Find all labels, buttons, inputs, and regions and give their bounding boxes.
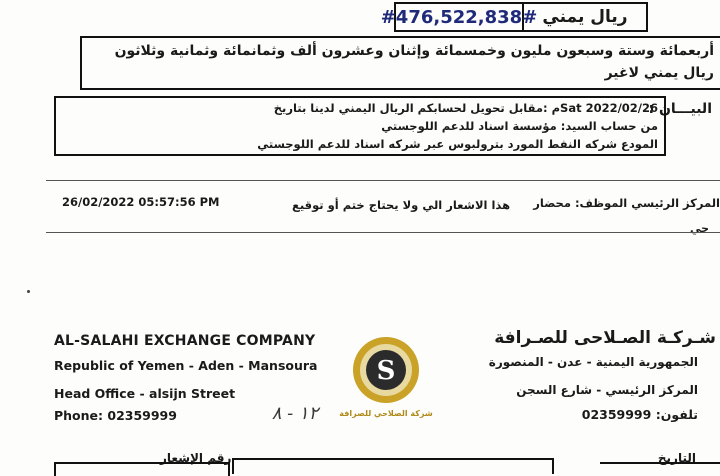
statement-box [54,96,666,156]
statement-line: Sat 2022/02/26م :مقابل تحويل لحسابكم الريال اليمني لدينا بتاريخ [273,101,658,115]
branch-employee: المركز الرئيسي الموظف: محضار [533,196,720,210]
logo-caption: شركة الصلاحي للصرافة [339,409,433,418]
head-office-en: Head Office - alsijn Street [54,386,236,401]
middle-field [232,458,554,474]
paper-mark [27,290,30,293]
head-office-ar: المركز الرئيسي - شارع السجن [516,383,698,397]
company-logo [339,334,433,422]
issue-datetime: 26/02/2022 05:57:56 PM [62,195,220,209]
divider [46,232,720,233]
handwritten-text: ١٢ - ٨ [271,403,319,424]
signature-notice: هذا الاشعار الي ولا يحتاج ختم أو توقيع [292,198,511,212]
statement-label: البيـــان : [648,101,712,117]
statement-line: من حساب السيد: مؤسسة اسناد للدعم اللوجستي [381,119,658,133]
divider [46,180,720,181]
company-name-ar: شـركـة الصـلاحى للصـرافة [494,328,716,348]
company-address-ar: الجمهورية اليمنية - عدن - المنصورة [488,355,698,369]
company-name-en: AL-SALAHI EXCHANGE COMPANY [54,333,316,349]
company-address-en: Republic of Yemen - Aden - Mansoura [54,358,318,373]
phone-en: Phone: 02359999 [54,408,177,423]
notice-number-field [54,462,230,476]
employee-name-continued: حي [690,222,710,235]
amount-box [380,2,648,32]
currency-label: ريال يمني [542,7,628,27]
handwritten-note [252,400,338,424]
amount-figure: #476,522,838# [396,4,524,30]
phone-ar: تلفون: 02359999 [581,407,698,422]
logo-letter: S [376,356,396,386]
date-label: التاريخ [657,451,696,465]
statement-line: المودع شركه النفط المورد بترولبوس عبر شركه اسناد للدعم اللوجستي [257,137,658,151]
notice-number-label: رقم الإشعار [160,451,232,465]
amount-in-words: أربعمائة وستة وسبعون مليون وخمسمائة وإثنان وعشرون ألف وثمانمائة وثمانية وثلاثون ريال يمني لاغير [80,36,720,90]
date-field [600,462,720,474]
